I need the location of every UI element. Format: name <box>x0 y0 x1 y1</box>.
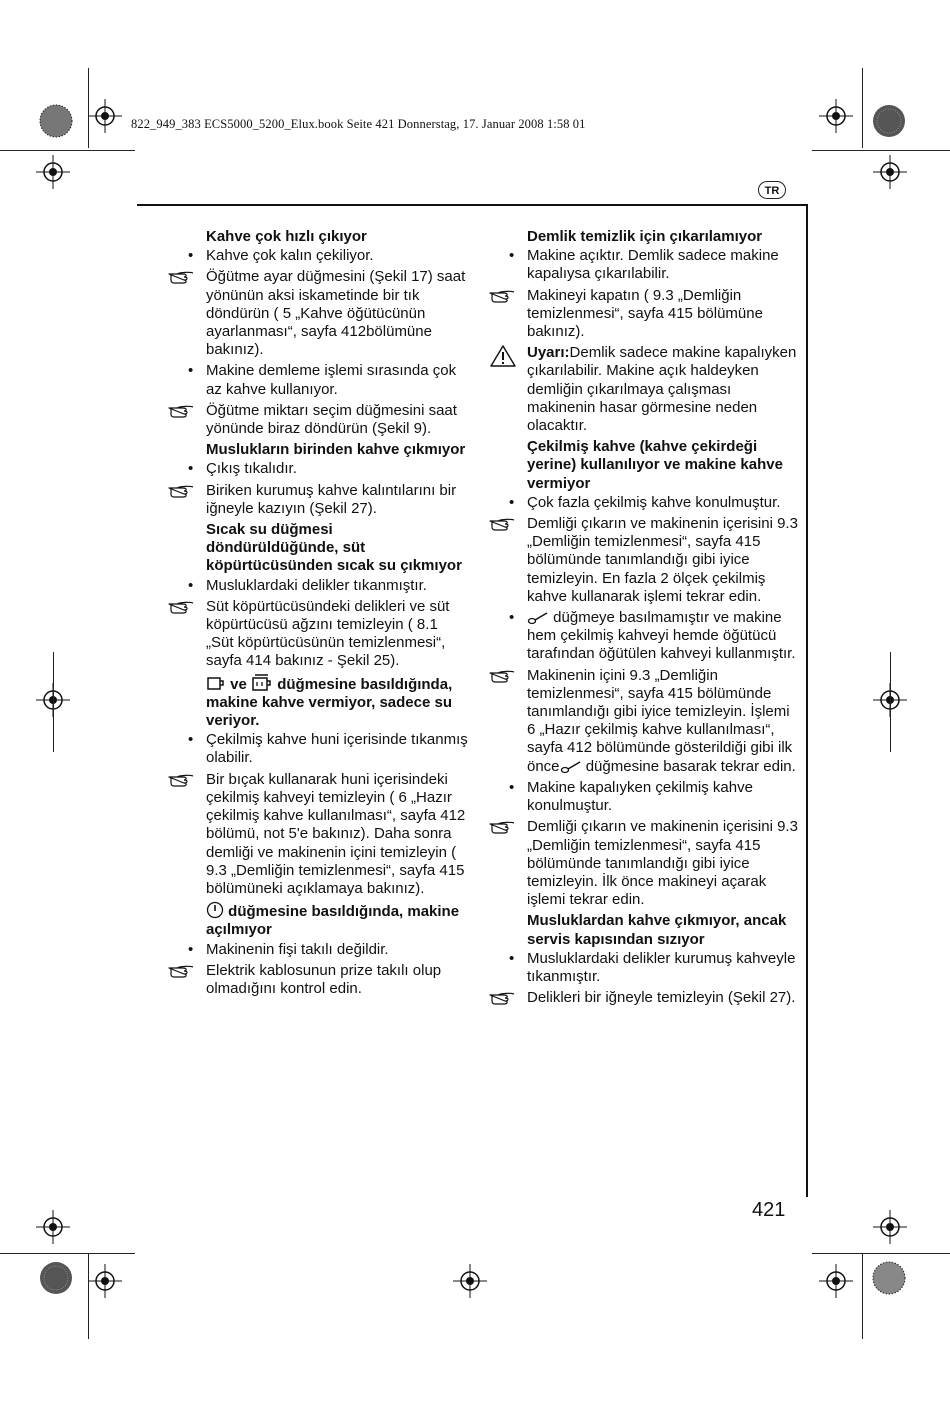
pointing-hand-icon <box>168 484 194 498</box>
cause-item: • Çekilmiş kahve huni içerisinde tıkanmış olabilir. <box>168 731 468 767</box>
warning-triangle-icon <box>489 344 517 368</box>
ground-coffee-spoon-icon <box>527 611 549 625</box>
remedy-item: Makineyi kapatın ( 9.3 „Demliğin temizlenmesi“, sayfa 415 bölümüne bakınız). <box>489 287 799 342</box>
crop-line <box>0 1253 135 1254</box>
power-icon <box>206 901 224 919</box>
pointing-hand-icon <box>489 991 515 1005</box>
cause-item: • Makine kapalıyken çekilmiş kahve konulmuştur. <box>489 779 799 815</box>
left-column <box>168 226 468 1001</box>
pointing-hand-icon <box>168 773 194 787</box>
cause-item: • Makine demleme işlemi sırasında çok az kahve kullanıyor. <box>168 362 468 398</box>
section-heading: Sıcak su düğmesi döndürüldüğünde, süt köpürtücüsünden sıcak su çıkmıyor <box>206 521 462 575</box>
cause-item: • Kahve çok kalın çekiliyor. <box>168 247 468 265</box>
right-column <box>489 226 799 1010</box>
ground-coffee-spoon-icon <box>560 760 582 774</box>
crop-line <box>88 68 89 148</box>
remedy-item: Bir bıçak kullanarak huni içerisindeki çekilmiş kahveyi temizleyin ( 6 „Hazır çekilmiş kahve kullanılması“, sayfa 412 bölümü, not 5'e bakınız). Daha sonra demliği ve makinenin içini temizleyin ( 9.3 „Demliğin temizlenmesi“, sayfa 415 bölümüneki açıklamaya bakınız). <box>168 771 468 898</box>
cause-item: • Musluklardaki delikler kurumuş kahveyle tıkanmıştır. <box>489 950 799 986</box>
cause-item: • Çıkış tıkalıdır. <box>168 460 468 478</box>
crop-line <box>862 68 863 148</box>
section-heading: ve düğmesine basıldığında, makine kahve vermiyor, sadece su veriyor. <box>206 675 453 730</box>
crop-line <box>890 652 891 752</box>
registration-mark-icon <box>873 1210 907 1244</box>
warning-note: Uyarı:Demlik sadece makine kapalıyken çıkarılabilir. Makine açık haldeyken demliğin çıkarılmaya çalışması makinenin hasar görmesine neden olacaktır. <box>489 344 799 435</box>
crop-line <box>812 1253 950 1254</box>
crop-line <box>862 1253 863 1339</box>
pointing-hand-icon <box>168 964 194 978</box>
registration-mark-icon <box>873 155 907 189</box>
header-rule <box>137 204 808 206</box>
registration-mark-icon <box>819 1264 853 1298</box>
remedy-item: Süt köpürtücüsündeki delikleri ve süt köpürtücüsü ağzını temizleyin ( 8.1 „Süt köpürtücüsünün temizlenmesi“, sayfa 414 bakınız - Şekil 25). <box>168 598 468 671</box>
density-disc-icon <box>872 104 906 138</box>
registration-mark-icon <box>88 1264 122 1298</box>
registration-mark-icon <box>88 99 122 133</box>
page-number: 421 <box>752 1199 786 1221</box>
remedy-item: Demliği çıkarın ve makinenin içerisini 9.3 „Demliğin temizlenmesi“, sayfa 415 bölümünde tanımlandığı gibi iyice temizleyin. En fazla 2 ölçek çekilmiş kahve kullanarak işlemi tekrar edin. <box>489 515 799 606</box>
registration-mark-icon <box>453 1264 487 1298</box>
cause-item: • Çok fazla çekilmiş kahve konulmuştur. <box>489 494 799 512</box>
remedy-item: Biriken kurumuş kahve kalıntılarını bir iğneyle kazıyın (Şekil 27). <box>168 482 468 518</box>
density-disc-icon <box>872 1261 906 1295</box>
print-header: 822_949_383 ECS5000_5200_Elux.book Seite 421 Donnerstag, 17. Januar 2008 1:58 01 <box>131 117 586 131</box>
pointing-hand-icon <box>168 270 194 284</box>
section-heading: Musluklardan kahve çıkmıyor, ancak servis kapısından sızıyor <box>527 912 787 948</box>
pointing-hand-icon <box>489 820 515 834</box>
cause-item: • Musluklardaki delikler tıkanmıştır. <box>168 577 468 595</box>
remedy-item: Öğütme ayar düğmesini (Şekil 17) saat yönünün aksi iskametinde bir tık döndürün ( 5 „Kahve öğütücünün ayarlanması“, sayfa 412bölümüne bakınız). <box>168 268 468 359</box>
language-badge: TR <box>758 181 786 199</box>
section-heading: Çekilmiş kahve (kahve çekirdeği yerine) kullanılıyor ve makine kahve vermiyor <box>527 438 783 492</box>
cause-item: • düğmeye basılmamıştır ve makine hem çekilmiş kahveyi hemde öğütücü tarafından öğütülen kahveyi kullanmıştır. <box>489 609 799 664</box>
crop-line <box>53 652 54 752</box>
pointing-hand-icon <box>489 669 515 683</box>
section-heading: Muslukların birinden kahve çıkmıyor <box>206 441 466 459</box>
registration-mark-icon <box>36 1210 70 1244</box>
registration-mark-icon <box>36 155 70 189</box>
crop-line <box>812 150 950 151</box>
double-cup-icon <box>251 674 273 692</box>
cause-item: • Makinenin fişi takılı değildir. <box>168 941 468 959</box>
pointing-hand-icon <box>168 404 194 418</box>
density-disc-icon <box>39 104 73 138</box>
side-rule <box>806 204 808 1197</box>
pointing-hand-icon <box>489 517 515 531</box>
registration-mark-icon <box>819 99 853 133</box>
crop-line <box>88 1253 89 1339</box>
remedy-item: Demliği çıkarın ve makinenin içerisini 9.3 „Demliğin temizlenmesi“, sayfa 415 bölümünde tanımlandığı gibi iyice temizleyin. İlk önce makineyi açarak işlemi tekrar edin. <box>489 818 799 909</box>
crop-line <box>0 150 135 151</box>
section-heading: Demlik temizlik için çıkarılamıyor <box>527 228 763 245</box>
single-cup-icon <box>206 676 226 692</box>
remedy-item: Makinenin içini 9.3 „Demliğin temizlenmesi“, sayfa 415 bölümünde tanımlandığı gibi iyice temizleyin. İşlemi 6 „Hazır çekilmiş kahve kullanılması“, sayfa 412 bölümünde gösterildiği gibi ilk önce düğmesine basarak tekrar edin. <box>489 667 799 776</box>
remedy-item: Elektrik kablosunun prize takılı olup olmadığını kontrol edin. <box>168 962 468 998</box>
remedy-item: Öğütme miktarı seçim düğmesini saat yönünde biraz döndürün (Şekil 9). <box>168 402 468 438</box>
pointing-hand-icon <box>168 600 194 614</box>
pointing-hand-icon <box>489 289 515 303</box>
density-disc-icon <box>39 1261 73 1295</box>
remedy-item: Delikleri bir iğneyle temizleyin (Şekil 27). <box>489 989 799 1007</box>
section-heading: Kahve çok hızlı çıkıyor <box>206 228 367 245</box>
section-heading: düğmesine basıldığında, makine açılmıyor <box>206 903 460 939</box>
cause-item: • Makine açıktır. Demlik sadece makine kapalıysa çıkarılabilir. <box>489 247 799 283</box>
